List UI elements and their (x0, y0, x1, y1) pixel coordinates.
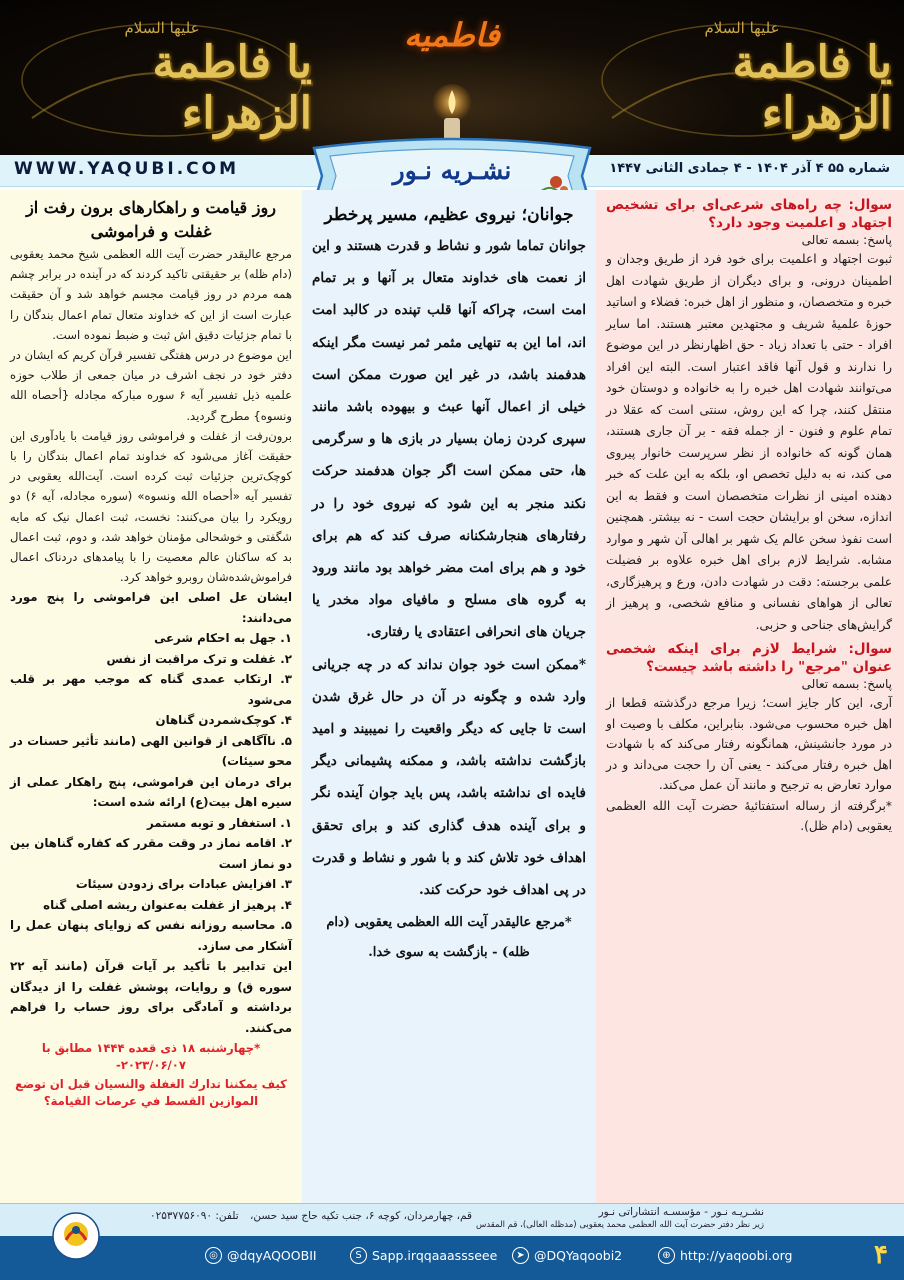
cause-item: ۱. جهل به احکام شرعی (154, 631, 292, 646)
lesson-paragraph-2: این موضوع در درس هفتگی تفسیر قرآن کریم که ایشان در دفتر خود در نجف اشرف در میان جمعی از طلاب حوزه علمیه ذیل تفسیر آیه ۶ سوره مبارکه مجادله {أحصاه الله ونسوه} مطرح گردید. (10, 348, 293, 423)
calligraphy-emblem-right (592, 8, 892, 148)
calligraphy-left: یا فاطمة الزهراء (152, 37, 312, 139)
publication-title: نشـریه نـور (392, 156, 512, 185)
phone: تلفن: ۰۲۵۳۷۷۵۶۰۹۰ (150, 1210, 239, 1222)
telegram-icon: ➤ (512, 1247, 529, 1264)
lesson-closing: این تدابیر با تأکید بر آیات قرآن (مانند آیه ۲۲ سوره ق) و روایات، پوشش غفلت را از دیدگان برداشته و آمادگی برای روز حساب را فراهم می‌کنند. (10, 959, 292, 1035)
instagram-link[interactable] (205, 1247, 317, 1264)
article-body: جوانان تماما شور و نشاط و قدرت هستند و این از نعمت های خداوند متعال بر آنها و بر تمام امت است، چراکه آنها قلب تپنده در کالبد امت اند، اما این به تنهایی مثمر ثمر نیست مگر اینکه هدفمند باشد، در غیر این صورت ممکن است خیلی از اعمال آنها عبث و بیهوده باشد مانند سپری کردن زمان بسیار در بازی ها و سرگرمی ها، حتی ممکن است اگر جوان هدفمند حرکت نکند منجر به این شود که نیروی خود را در رفتارهای هنجارشکنانه صرف کند که هم برای خود و هم برای امت مضر خواهد بود مانند ورود به گروه های مسلح و مافیای مواد مخدر یا جریان های انحرافی اعتقادی یا رفتاری. (312, 238, 586, 641)
causes-heading: ایشان عل اصلی این فراموشی را پنج مورد می‌دانند: (10, 590, 292, 625)
supervisor-line: زیر نظر دفتر حضرت آیت الله العظمی محمد یعقوبی (مدظله العالی)، قم المقدس (475, 1220, 764, 1230)
telegram-handle: @DQYaqoobi2 (534, 1248, 623, 1263)
cause-item: ۲. غفلت و ترک مراقبت از نفس (106, 651, 292, 666)
soroush-handle: Sapp.irqqaaassseee (372, 1248, 498, 1263)
lesson-paragraph-3: برون‌رفت از غفلت و فراموشی روز قیامت با یادآوری این حقیقت آغاز می‌شود که خداوند تمام اعمال بندگان را با کوچک‌ترین جزئیات ثبت کرده است. آیت‌الله یعقوبی در تفسیر آیه «أحصاه الله ونسوه» (سوره مجادله، آیه ۶) دو رویکرد را بیان می‌کنند: نخست، ثبت اعمال نیک که مایه شگفتی و خوشحالی مؤمنان خواهد شد، و دوم، ثبت اعمال بد که ساکنان عالم معصیت را با پیامدهای دردناک اعمال فراموش‌شده‌شان روبرو خواهد کرد. (10, 428, 292, 585)
answer-1-text: ثبوت اجتهاد و اعلمیت برای خود فرد از طریق وجدان و اطمینان درونی، و برای دیگران از طریق شهادت اهل خبره و متخصصان، و منظور از اهل خبره: فضلاء و اساتید حوزۀ علمیۀ شریف و مجتهدین معتبر هستند. اما سایر افراد - حتی با تعداد زیاد - حق اظهارنظر در این موضوع را ندارند و قول آنها فاقد اعتبار است. البته این افراد می‌توانند شهادت اهل خبره را به خانواده و دوستان خود منتقل کنند، چرا که این روش، سنتی است که عقلا در تمام علوم و فنون - از جمله فقه - بر آن جاری هستند، همان گونه که خانواده از نظر سرپرست خانوار پیروی می کند، نه به دلیل تخصص او، بلکه به این علت که خبر دهنده امینی از نظرات متخصصان است و فقط به این اندازه، سخن او برایشان حجت است - نه بیشتر. همچنین است نفوذ سخن عالم یک شهر بر اهالی آن شهر و موارد مشابه. شرایط لازم برای اهل خبره علاوه بر فضیلت علمی برجسته: دقت در شهادت دادن، ورع و پرهیزگاری، تعالی از هواهای نفسانی و منافع شخصی، و پرهیز از گرایش‌های جناحی و حزبی. (606, 252, 892, 632)
article-body-2: *ممکن است خود جوان نداند که در چه جریانی وارد شده و چگونه در آن در حال غرق شدن است تا جایی که دیگر واقعیت را نمیبیند و امید بازگشت نداشته باشد، و ممکنه پشیمانی دیگر فایده ای نداشته باشد، پس باید جوان آینده نگر و برای آینده هدف گذاری کند و برای تحقق اهداف خود تلاش کند و با شور و نشاط و قدرت در پی اهداف خود حرکت کند. (312, 656, 586, 899)
header-banner (0, 0, 904, 155)
calligraphy-emblem-left (12, 8, 312, 148)
remedy-item: ۵. محاسبه روزانه نفس که زوایای پنهان عمل را آشکار می سازد. (10, 918, 292, 953)
cause-item: ۵. ناآگاهی از قوانین الهی (مانند تأثیر حسنات در محو سیئات) (10, 733, 292, 769)
page-number: ۴ (874, 1240, 888, 1270)
question-2-title: سوال: شرایط لازم برای اینکه شخصی عنوان "مرجع" را داشته باشد چیست؟ (606, 641, 892, 675)
institute-logo-icon (52, 1212, 100, 1260)
soroush-icon: S (350, 1247, 367, 1264)
instagram-handle: @dqyAQOOBII (227, 1248, 317, 1263)
qa-column (596, 190, 904, 1203)
answer-2-source: *برگرفته از رساله استفتائیۀ حضرت آیت الله العظمی یعقوبی (دام ظل). (606, 798, 892, 833)
article-title: جوانان؛ نیروی عظیم، مسیر پرخطر (324, 205, 574, 225)
website-handle: http://yaqoobi.org (680, 1248, 793, 1263)
instagram-icon: ◎ (205, 1247, 222, 1264)
lesson-paragraph-1: مرجع عالیقدر حضرت آیت الله العظمی شیخ محمد یعقوبی (دام ظله) بر حقیقتی تاکید کردند که در آینده در برابر چشم همه مردم در روز قیامت مجسم خواهد شد و آن حقیقت عبارت است از این که خداوند متعال تمام اعمال بندگان را با تمام جزئیات دقیق اش ثبت و ضبط نموده است. (10, 247, 292, 342)
website-url[interactable]: WWW.YAQUBI.COM (14, 159, 240, 179)
date-note: *چهارشنبه ۱۸ ذی قعده ۱۴۴۴ مطابق با ۲۰۲۳/۰۶/۰۷- (41, 1041, 261, 1073)
lesson-title: روز قیامت و راهکارهای برون رفت از غفلت و فراموشی (26, 198, 276, 241)
remedy-item: ۴. پرهیز از غفلت به‌عنوان ریشه اصلی گناه (43, 897, 292, 912)
lesson-column (0, 190, 302, 1203)
arabic-note: كيف يمكننا تدارك الغفلة والنسيان قبل ان توضع الموازين القسط في عرصات القيامة؟ (15, 1077, 287, 1109)
answer-2-text: آری، این کار جایز است؛ زیرا مرجع درگذشته قطعا از اهل خبره محسوب می‌شود. بنابراین، مکلف با وصیت او در مورد جانشینش، همانگونه رفتار می‌کند که با شهادت اهل خبره رفتار می‌کند - یعنی آن را حجت می‌داند و در موارد تعارض به ترجیح و مانند آن عمل می‌کند. (606, 696, 892, 792)
cause-item: ۳. ارتکاب عمدی گناه که موجب مهر بر قلب می‌شود (10, 672, 292, 707)
calligraphy-right-sub: علیها السلام (704, 19, 780, 37)
remedies-heading: برای درمان این فراموشی، پنج راهکار عملی از سیره اهل بیت(ع) ارائه شده است: (10, 774, 292, 810)
issue-info: شماره ۵۵ ۴ آذر ۱۴۰۴ - ۴ جمادی الثانی ۱۴۴۷ (609, 161, 890, 176)
answer-1-label: پاسخ: بسمه تعالی (801, 233, 892, 247)
remedy-item: ۱. استغفار و توبه مستمر (146, 815, 292, 830)
telegram-link[interactable] (512, 1247, 622, 1264)
calligraphy-right: یا فاطمة الزهراء (732, 37, 892, 139)
soroush-link[interactable] (350, 1247, 497, 1264)
publisher-name: نشـریـه نـور - مؤسسـه انتشاراتی نـور (598, 1206, 764, 1218)
publisher-info (476, 1206, 764, 1232)
cause-item: ۴. کوچک‌شمردن گناهان (155, 713, 292, 728)
remedy-item: ۳. افزایش عبادات برای زدودن سیئات (75, 877, 292, 892)
answer-2-label: پاسخ: بسمه تعالی (801, 677, 892, 691)
address: قم، چهارمردان، کوچه ۶، جنب تکیه حاج سید حسن، تلفن: ۰۲۵۳۷۷۵۶۰۹۰ (150, 1210, 473, 1222)
article-column (302, 190, 596, 1203)
remedy-item: ۲. اقامه نماز در وقت مقرر که کفاره گناهان بین دو نماز است (10, 836, 292, 871)
website-link[interactable] (658, 1247, 792, 1264)
globe-icon: ⊕ (658, 1247, 675, 1264)
article-signature: *مرجع عالیقدر آیت الله العظمی یعقوبی (دام ظله) - بازگشت به سوی خدا. (326, 915, 572, 961)
question-1-title: سوال: چه راه‌های شرعی‌ای برای تشخیص اجتهاد و اعلمیت وجود دارد؟ (606, 197, 892, 231)
calligraphy-left-sub: علیها السلام (124, 19, 200, 37)
center-title: فاطمیه (404, 16, 500, 54)
